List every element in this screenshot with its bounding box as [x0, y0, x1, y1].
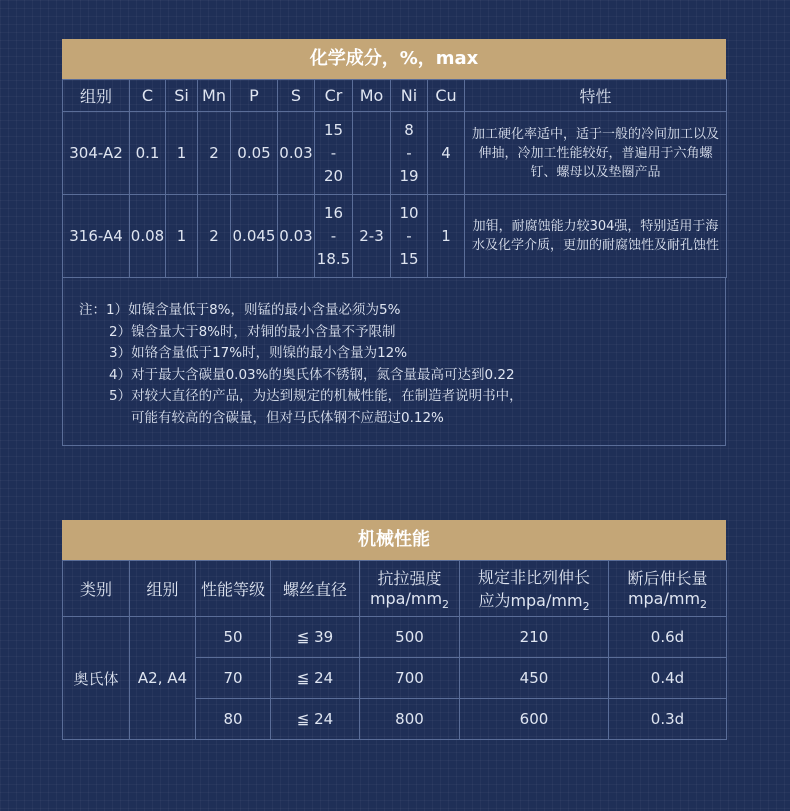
tensile-unit-text: mpa/mm	[369, 589, 443, 608]
mech-col-tensile	[360, 561, 460, 617]
grade-cell: 304-A2	[63, 112, 130, 195]
si-cell: 1	[166, 112, 198, 195]
grade-cell: 50	[196, 617, 271, 658]
diameter-cell: ≦ 24	[271, 699, 360, 740]
elongation-unit	[609, 589, 726, 611]
chem-col-properties: 特性	[465, 80, 727, 112]
chem-header-row	[63, 80, 727, 112]
ni-max: 15	[399, 249, 419, 268]
properties-cell: 加工硬化率适中，适于一般的冷间加工以及伸抽，冷加工性能较好，普遍用于六角螺钉、螺母以及垫圈产品	[465, 112, 727, 195]
mech-col-group: 组别	[130, 561, 196, 617]
tensile-cell: 700	[360, 658, 460, 699]
chemical-composition-title: 化学成分，%，max	[62, 39, 726, 79]
note-5-continued: 可能有较高的含碳量，但对马氏体钢不应超过0.12%	[131, 409, 444, 426]
notes-section	[62, 278, 726, 446]
cr-max: 18.5	[316, 249, 351, 268]
group-cell: A2, A4	[130, 617, 196, 740]
mechanical-properties-panel	[62, 520, 726, 740]
cr-dash: -	[330, 143, 337, 162]
note-5: 5）对较大直径的产品，为达到规定的机械性能，在制造者说明书中，	[109, 388, 523, 404]
tensile-unit	[360, 589, 459, 611]
yield-cell: 210	[460, 617, 609, 658]
mech-col-elongation	[609, 561, 727, 617]
diameter-cell: ≦ 24	[271, 658, 360, 699]
mech-col-yield	[460, 561, 609, 617]
ni-cell	[391, 195, 428, 278]
mech-header-row	[63, 561, 727, 617]
grade-cell: 316-A4	[63, 195, 130, 278]
mechanical-properties-title: 机械性能	[62, 520, 726, 560]
table-row	[63, 112, 727, 195]
cr-cell	[315, 195, 353, 278]
yield-unit	[460, 588, 608, 613]
mechanical-properties-table	[62, 560, 727, 740]
cr-min: 16	[323, 203, 344, 222]
type-cell: 奥氏体	[63, 617, 130, 740]
mo-cell	[353, 112, 391, 195]
chemical-composition-panel	[62, 39, 726, 446]
elongation-unit-sub: 2	[700, 598, 708, 611]
cr-max: 20	[323, 166, 344, 185]
grade-cell: 80	[196, 699, 271, 740]
elongation-label: 断后伸长量	[627, 569, 708, 588]
tensile-cell: 800	[360, 699, 460, 740]
mn-cell: 2	[198, 195, 231, 278]
si-cell: 1	[166, 195, 198, 278]
note-4: 4）对于最大含碳量0.03%的奥氏体不锈钢，氮含量最高可达到0.22	[109, 366, 515, 383]
note-3: 3）如铬含量低于17%时，则镍的最小含量为12%	[109, 345, 408, 361]
chem-col-mo: Mo	[353, 80, 391, 112]
mn-cell: 2	[198, 112, 231, 195]
chem-col-p: P	[231, 80, 278, 112]
mech-col-grade: 性能等级	[196, 561, 271, 617]
chem-col-s: S	[278, 80, 315, 112]
cr-min: 15	[323, 120, 344, 139]
grade-cell: 70	[196, 658, 271, 699]
tensile-unit-sub: 2	[442, 598, 450, 611]
elongation-cell: 0.6d	[609, 617, 727, 658]
cr-cell	[315, 112, 353, 195]
elongation-unit-text: mpa/mm	[627, 589, 701, 608]
tensile-label: 抗拉强度	[377, 569, 442, 588]
cu-cell: 4	[428, 112, 465, 195]
yield-cell: 600	[460, 699, 609, 740]
c-cell: 0.08	[130, 195, 166, 278]
chem-col-ni: Ni	[391, 80, 428, 112]
yield-label: 规定非比列伸长	[477, 567, 590, 587]
p-cell: 0.05	[231, 112, 278, 195]
table-row	[63, 195, 727, 278]
chem-col-cu: Cu	[428, 80, 465, 112]
chem-col-si: Si	[166, 80, 198, 112]
elongation-cell: 0.3d	[609, 699, 727, 740]
s-cell: 0.03	[278, 195, 315, 278]
s-cell: 0.03	[278, 112, 315, 195]
mech-col-diameter: 螺丝直径	[271, 561, 360, 617]
ni-max: 19	[399, 166, 419, 185]
yield-cell: 450	[460, 658, 609, 699]
chem-col-mn: Mn	[198, 80, 231, 112]
diameter-cell: ≦ 39	[271, 617, 360, 658]
mech-col-type: 类别	[63, 561, 130, 617]
tensile-cell: 500	[360, 617, 460, 658]
cu-cell: 1	[428, 195, 465, 278]
chem-col-c: C	[130, 80, 166, 112]
p-cell: 0.045	[231, 195, 278, 278]
note-2: 2）镍含量大于8%时，对铜的最小含量不予限制	[109, 323, 396, 340]
chemical-composition-table	[62, 79, 727, 278]
ni-dash: -	[406, 143, 412, 162]
c-cell: 0.1	[130, 112, 166, 195]
chem-col-grade: 组别	[63, 80, 130, 112]
chem-col-cr: Cr	[315, 80, 353, 112]
ni-dash: -	[406, 226, 412, 245]
yield-unit-text: 应为mpa/mm	[478, 590, 583, 610]
table-row	[63, 617, 727, 658]
elongation-cell: 0.4d	[609, 658, 727, 699]
note-1: 注：1）如镍含量低于8%，则锰的最小含量必须为5%	[79, 302, 401, 318]
ni-cell	[391, 112, 428, 195]
ni-min: 8	[404, 120, 414, 139]
mo-cell: 2-3	[353, 195, 391, 278]
properties-cell: 加钼，耐腐蚀能力较304强，特别适用于海水及化学介质，更加的耐腐蚀性及耐孔蚀性	[465, 195, 727, 278]
yield-unit-sub: 2	[582, 599, 590, 613]
cr-dash: -	[330, 226, 337, 245]
ni-min: 10	[399, 203, 419, 222]
